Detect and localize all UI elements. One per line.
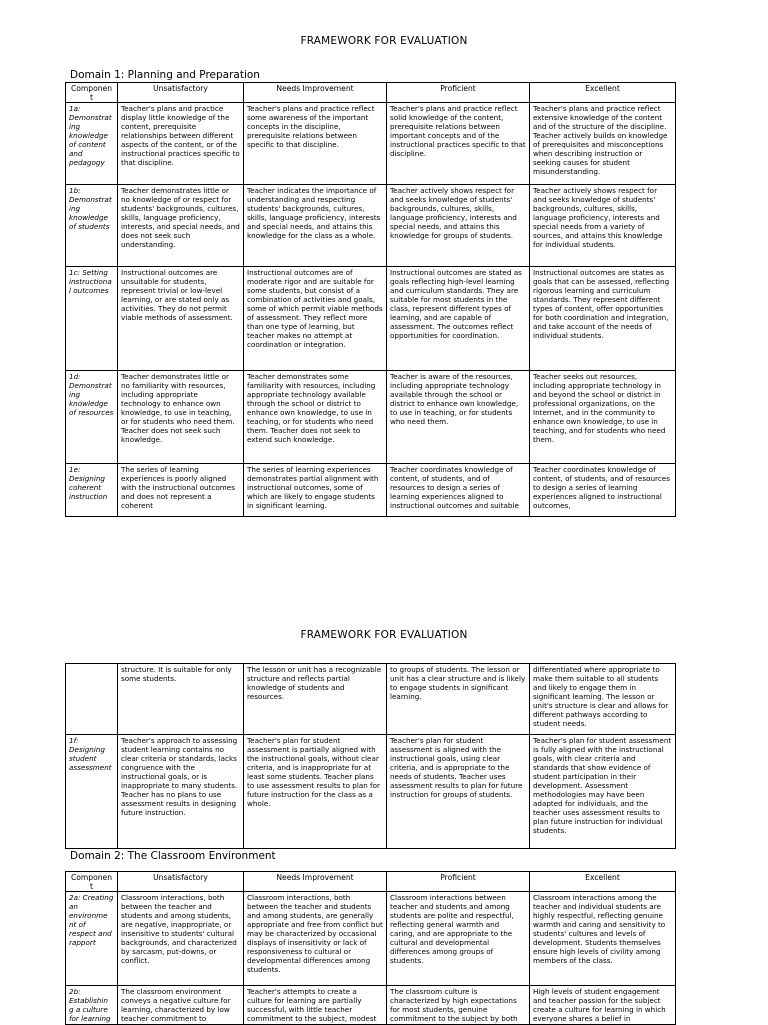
unsatisfactory-cell: Classroom interactions, both between the teacher and students and among students, are negative, inappropriate, or insensitive to students' cultural backgrounds, and characterized by sarcasm, put-downs, or conflict. [118, 892, 244, 986]
domain-2-rubric-table [65, 871, 676, 1025]
header-unsatisfactory: Unsatisfactory [118, 872, 244, 892]
table-row [66, 185, 676, 267]
proficient-cell: Teacher's plans and practice reflect solid knowledge of the content, prerequisite relations between important concepts and of the instructional practices specific to that discipline. [387, 103, 530, 185]
component-cell: 2b: Establishin g a culture for learning [66, 986, 118, 1025]
component-cell: 2a: Creating an environme nt of respect and rapport [66, 892, 118, 986]
proficient-cell: Teacher's plan for student assessment is aligned with the instructional goals, using clear criteria, and is appropriate to the needs of students. Teacher uses assessment results to plan for future instruction for groups of students. [387, 735, 530, 849]
unsatisfactory-cell: Teacher demonstrates little or no knowledge of or respect for students' backgrounds, cultures, skills, language proficiency, interests, and special needs, and does not seek such understanding. [118, 185, 244, 267]
table-row [66, 986, 676, 1025]
table-row [66, 103, 676, 185]
unsatisfactory-cell: Teacher's approach to assessing student learning contains no clear criteria or standards, lacks congruence with the instructional goals, or is inappropriate to many students. Teacher has no plans to use assessment results in designing future instruction. [118, 735, 244, 849]
table-row [66, 664, 676, 735]
unsatisfactory-cell: The classroom environment conveys a negative culture for learning, characterized by low teacher commitment to [118, 986, 244, 1025]
excellent-cell: Teacher actively shows respect for and seeks knowledge of students' backgrounds, cultures, skills, language proficiency, interests and special needs from a variety of sources, and attains this knowledge for individual students. [530, 185, 676, 267]
proficient-cell: Teacher actively shows respect for and seeks knowledge of students' backgrounds, cultures, skills, language proficiency, interests and special needs, and attains this knowledge for groups of students. [387, 185, 530, 267]
header-row [66, 83, 676, 103]
component-cell: 1e: Designing coherent instruction [66, 464, 118, 517]
header-proficient: Proficient [387, 83, 530, 103]
excellent-cell: Classroom interactions among the teacher and individual students are highly respectful, reflecting genuine warmth and caring and sensitivity to students' cultures and levels of development. Students themselves ensure high levels of civility among members of the class. [530, 892, 676, 986]
excellent-cell: Teacher's plan for student assessment is fully aligned with the instructional goals, with clear criteria and standards that show evidence of student participation in their development. Assessment methodologies may have been adapted for individuals, and the teacher uses assessment results to plan future instruction for individual students. [530, 735, 676, 849]
excellent-cell: Teacher seeks out resources, including appropriate technology in and beyond the school or district in professional organizations, on the Internet, and in the community to enhance own knowledge, to use in teaching, and for students who need them. [530, 371, 676, 464]
page-title: FRAMEWORK FOR EVALUATION [300, 35, 468, 47]
proficient-cell: The classroom culture is characterized by high expectations for most students, genuine commitment to the subject by both [387, 986, 530, 1025]
needs-improvement-cell: Teacher's plan for student assessment is partially aligned with the instructional goals, without clear criteria, and is inappropriate for at least some students. Teacher plans to use assessment results to plan for future instruction for the class as a whole. [244, 735, 387, 849]
component-cell: 1f: Designing student assessment [66, 735, 118, 849]
needs-improvement-cell: The lesson or unit has a recognizable structure and reflects partial knowledge of students and resources. [244, 664, 387, 735]
unsatisfactory-cell: Instructional outcomes are unsuitable for students, represent trivial or low-level learning, or are stated only as activities. They do not permit viable methods of assessment. [118, 267, 244, 371]
component-cell: 1b: Demonstrat ing knowledge of students [66, 185, 118, 267]
proficient-cell: Classroom interactions between teacher and students and among students are polite and respectful, reflecting general warmth and caring, and are appropriate to the cultural and developmental differences among groups of students. [387, 892, 530, 986]
needs-improvement-cell: Teacher's plans and practice reflect some awareness of the important concepts in the discipline, prerequisite relations between specific to that discipline. [244, 103, 387, 185]
domain-1-rubric-table [65, 82, 676, 517]
needs-improvement-cell: Instructional outcomes are of moderate rigor and are suitable for some students, but consist of a combination of activities and goals, some of which permit viable methods of assessment. They reflect more than one type of learning, but teacher makes no attempt at coordination or integration. [244, 267, 387, 371]
header-excellent: Excellent [530, 872, 676, 892]
needs-improvement-cell: Teacher indicates the importance of understanding and respecting students' backgrounds, cultures, skills, language proficiency, interests and special needs, and attains this knowledge for the class as a whole. [244, 185, 387, 267]
table-row [66, 892, 676, 986]
table-row [66, 371, 676, 464]
needs-improvement-cell: Classroom interactions, both between the teacher and students and among students, are generally appropriate and free from conflict but may be characterized by occasional displays of insensitivity or lack of responsiveness to cultural or developmental differences among students. [244, 892, 387, 986]
header-proficient: Proficient [387, 872, 530, 892]
table-row [66, 267, 676, 371]
table-row [66, 735, 676, 849]
proficient-cell: Instructional outcomes are stated as goals reflecting high-level learning and curriculum standards. They are suitable for most students in the class, represent different types of learning, and are capable of assessment. The outcomes reflect opportunities for coordination. [387, 267, 530, 371]
unsatisfactory-cell: structure. It is suitable for only some students. [118, 664, 244, 735]
component-cell [66, 664, 118, 735]
excellent-cell: High levels of student engagement and teacher passion for the subject create a culture for learning in which everyone shares a belief in [530, 986, 676, 1025]
component-cell: 1d: Demonstrat ing knowledge of resources [66, 371, 118, 464]
proficient-cell: to groups of students. The lesson or unit has a clear structure and is likely to engage students in significant learning. [387, 664, 530, 735]
domain-1-continued-table [65, 663, 676, 849]
proficient-cell: Teacher coordinates knowledge of content, of students, and of resources to design a series of learning experiences aligned to instructional outcomes and suitable [387, 464, 530, 517]
header-excellent: Excellent [530, 83, 676, 103]
domain-2-heading: Domain 2: The Classroom Environment [70, 850, 276, 862]
table-row [66, 464, 676, 517]
excellent-cell: Instructional outcomes are states as goals that can be assessed, reflecting rigorous learning and curriculum standards. They represent different types of content, offer opportunities for both coordination and integration, and take account of the needs of individual students. [530, 267, 676, 371]
header-needs-improvement: Needs Improvement [244, 83, 387, 103]
needs-improvement-cell: Teacher demonstrates some familiarity with resources, including appropriate technology available through the school or district to enhance own knowledge, to use in teaching, or for students who need them. Teacher does not seek to extend such knowledge. [244, 371, 387, 464]
header-component: Componen t [66, 83, 118, 103]
excellent-cell: Teacher coordinates knowledge of content, of students, and of resources to design a series of learning experiences aligned to instructional outcomes, [530, 464, 676, 517]
excellent-cell: Teacher's plans and practice reflect extensive knowledge of the content and of the structure of the discipline. Teacher actively builds on knowledge of prerequisites and misconceptions when describing instruction or seeking causes for student misunderstanding. [530, 103, 676, 185]
header-needs-improvement: Needs Improvement [244, 872, 387, 892]
unsatisfactory-cell: Teacher's plans and practice display little knowledge of the content, prerequisite relationships between different aspects of the content, or of the instructional practices specific to that discipline. [118, 103, 244, 185]
header-row [66, 872, 676, 892]
component-cell: 1a: Demonstrat ing knowledge of content and pedagogy [66, 103, 118, 185]
header-component: Componen t [66, 872, 118, 892]
header-unsatisfactory: Unsatisfactory [118, 83, 244, 103]
excellent-cell: differentiated where appropriate to make them suitable to all students and likely to engage them in significant learning. The lesson or unit's structure is clear and allows for different pathways according to student needs. [530, 664, 676, 735]
needs-improvement-cell: Teacher's attempts to create a culture for learning are partially successful, with little teacher commitment to the subject, modest [244, 986, 387, 1025]
proficient-cell: Teacher is aware of the resources, including appropriate technology available through the school or district to enhance own knowledge, to use in teaching, or for students who need them. [387, 371, 530, 464]
domain-1-heading: Domain 1: Planning and Preparation [70, 69, 260, 81]
page-title: FRAMEWORK FOR EVALUATION [300, 629, 468, 641]
component-cell: 1c: Setting instructiona l outcomes [66, 267, 118, 371]
unsatisfactory-cell: Teacher demonstrates little or no familiarity with resources, including appropriate technology to enhance own knowledge, to use in teaching, or for students who need them. Teacher does not seek such knowledge. [118, 371, 244, 464]
unsatisfactory-cell: The series of learning experiences is poorly aligned with the instructional outcomes and does not represent a coherent [118, 464, 244, 517]
needs-improvement-cell: The series of learning experiences demonstrates partial alignment with instructional outcomes, some of which are likely to engage students in significant learning. [244, 464, 387, 517]
